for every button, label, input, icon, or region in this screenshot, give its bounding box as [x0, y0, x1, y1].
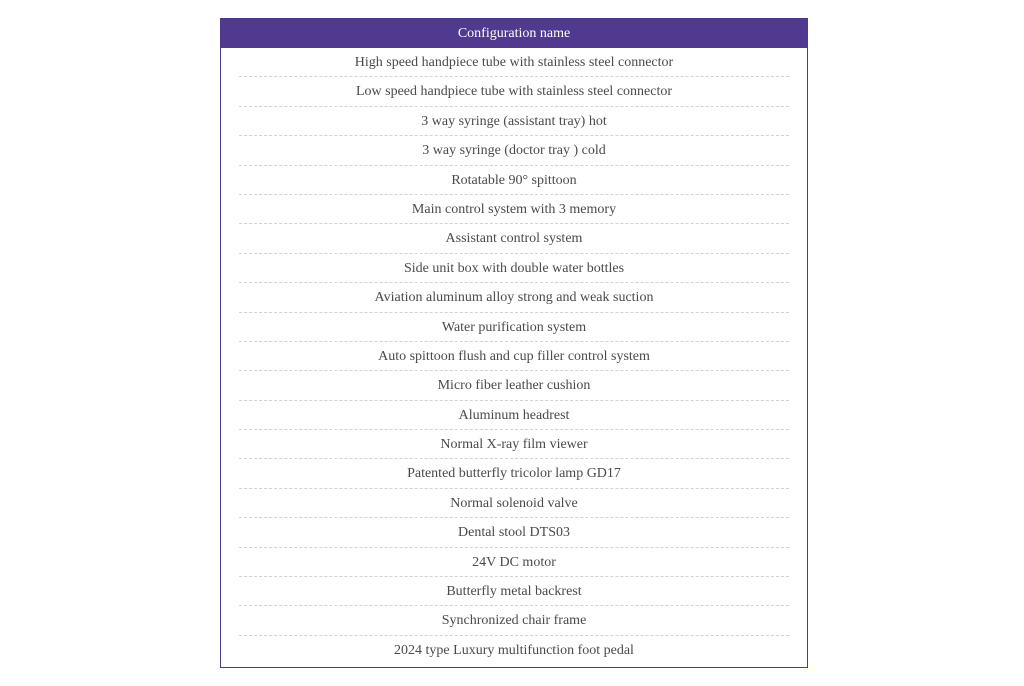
table-row: Water purification system [239, 313, 789, 342]
table-body [239, 48, 789, 665]
table-row: Normal X-ray film viewer [239, 430, 789, 459]
table-row: Dental stool DTS03 [239, 518, 789, 547]
table-row: Rotatable 90° spittoon [239, 166, 789, 195]
table-row: Main control system with 3 memory [239, 195, 789, 224]
table-row: 3 way syringe (doctor tray ) cold [239, 136, 789, 165]
table-row: Micro fiber leather cushion [239, 371, 789, 400]
table-row: 2024 type Luxury multifunction foot pedal [394, 642, 634, 658]
table-row: Aluminum headrest [239, 401, 789, 430]
configuration-table [220, 18, 808, 668]
table-row: Synchronized chair frame [239, 606, 789, 635]
table-row: Side unit box with double water bottles [239, 254, 789, 283]
table-row: Patented butterfly tricolor lamp GD17 [239, 459, 789, 488]
table-header: Configuration name [221, 19, 807, 48]
table-row: Normal solenoid valve [239, 489, 789, 518]
table-row: 3 way syringe (assistant tray) hot [239, 107, 789, 136]
table-row: High speed handpiece tube with stainless steel connector [239, 48, 789, 77]
table-row: Low speed handpiece tube with stainless steel connector [239, 77, 789, 106]
table-row: 24V DC motor [239, 548, 789, 577]
table-row: Aviation aluminum alloy strong and weak suction [239, 283, 789, 312]
table-row: Auto spittoon flush and cup filler control system [239, 342, 789, 371]
table-row: Butterfly metal backrest [239, 577, 789, 606]
table-row: Assistant control system [239, 224, 789, 253]
